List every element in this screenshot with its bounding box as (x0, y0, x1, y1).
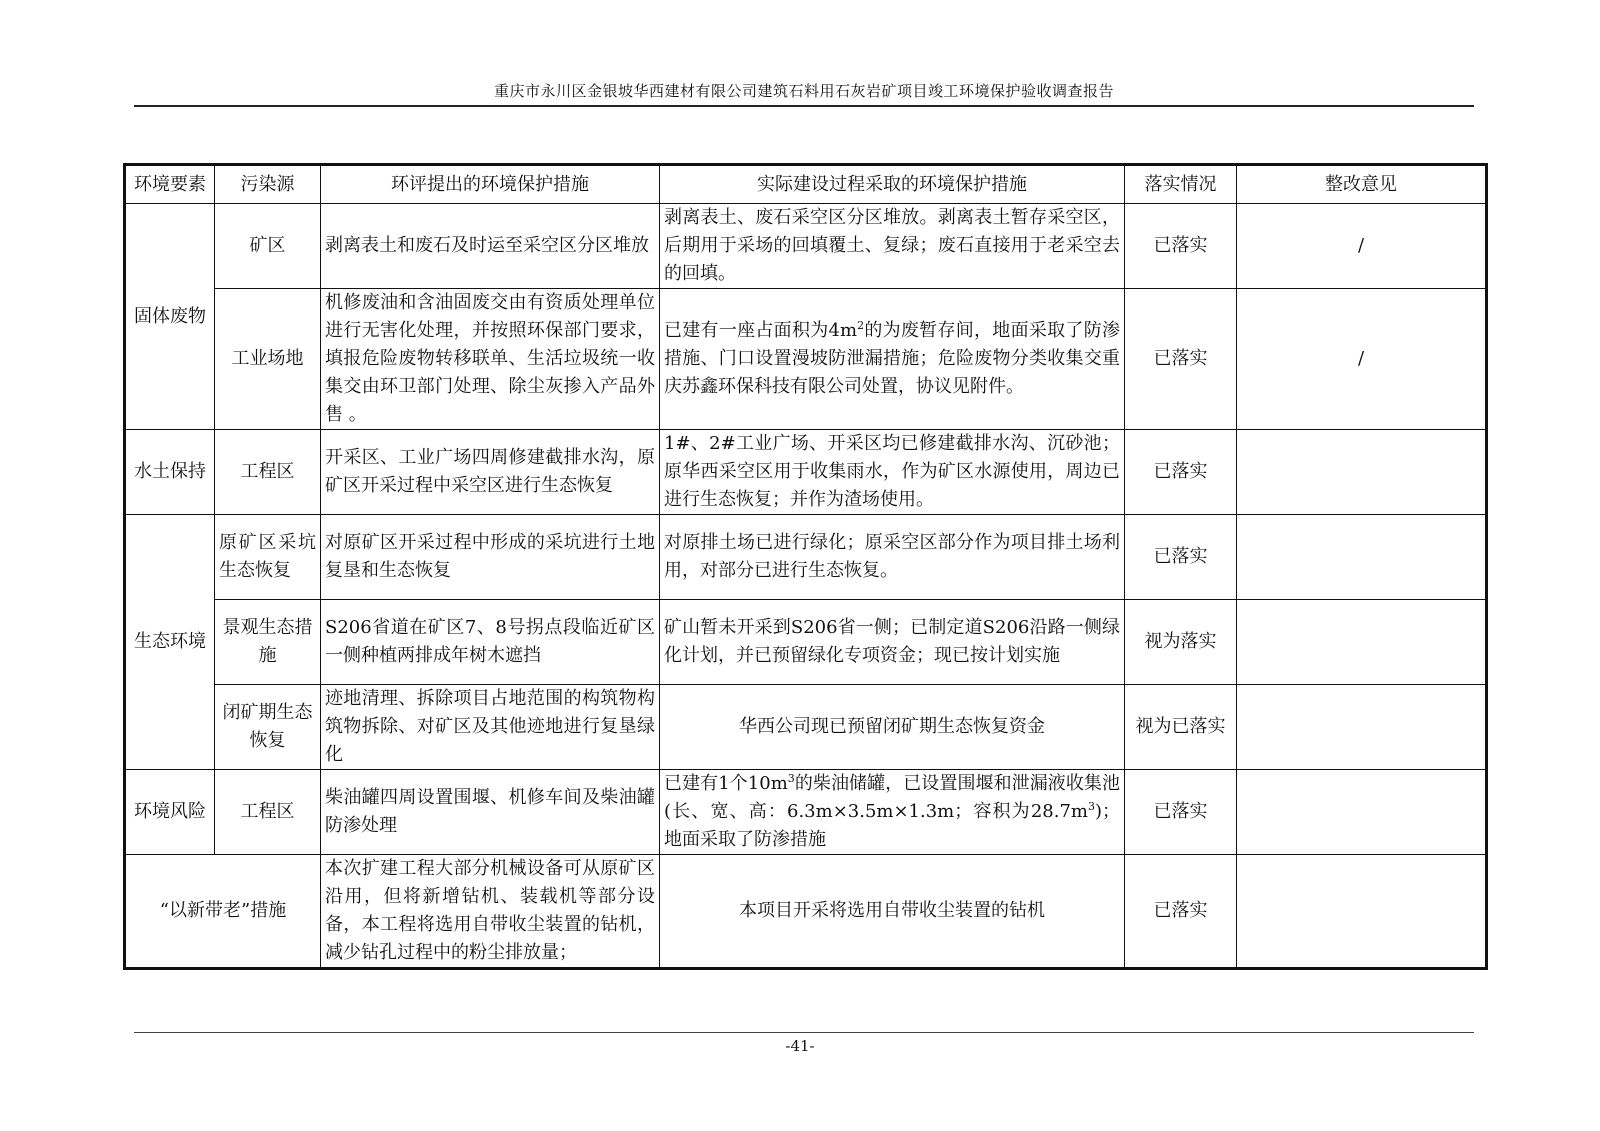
advice-cell (1237, 430, 1487, 515)
actual-text-part: 的为废暂存间，地面采取了防渗措施、门口设置漫坡防泄漏措施；危险废物分类收集交重庆苏鑫环保科技有限公司处置，协议见附件。 (664, 320, 1120, 397)
advice-cell (1237, 600, 1487, 685)
header-actual-measures: 实际建设过程采取的环境保护措施 (660, 165, 1125, 204)
superscript: 2 (857, 319, 865, 332)
status-cell: 已落实 (1125, 770, 1237, 855)
superscript: 3 (787, 772, 795, 785)
header-advice: 整改意见 (1237, 165, 1487, 204)
table-row (125, 685, 1487, 770)
actual-cell: 华西公司现已预留闭矿期生态恢复资金 (660, 685, 1125, 770)
eia-cell: 对原矿区开采过程中形成的采坑进行土地复垦和生态恢复 (321, 515, 660, 600)
table-row (125, 204, 1487, 289)
group-cell: “以新带老”措施 (125, 855, 321, 969)
header-status: 落实情况 (1125, 165, 1237, 204)
table-row (125, 600, 1487, 685)
source-cell: 工程区 (215, 430, 321, 515)
status-cell: 已落实 (1125, 855, 1237, 969)
source-cell: 工程区 (215, 770, 321, 855)
group-cell: 环境风险 (125, 770, 215, 855)
actual-cell: 对原排土场已进行绿化；原采空区部分作为项目排土场利用，对部分已进行生态恢复。 (660, 515, 1125, 600)
group-cell: 生态环境 (125, 515, 215, 770)
source-cell: 原矿区采坑生态恢复 (215, 515, 321, 600)
actual-text-part: 已建有一座占面积为4m (664, 320, 858, 341)
eia-cell: 剥离表土和废石及时运至采空区分区堆放 (321, 204, 660, 289)
actual-cell (660, 289, 1125, 430)
eia-cell: 开采区、工业广场四周修建截排水沟，原矿区开采过程中采空区进行生态恢复 (321, 430, 660, 515)
actual-text-part: 的柴油储罐，已设置围堰和泄漏液收集池(长、宽、高：6.3m×3.5m×1.3m；容积为28.7m (664, 773, 1120, 822)
status-cell: 视为落实 (1125, 600, 1237, 685)
footer-rule (134, 1032, 1474, 1033)
table-row (125, 770, 1487, 855)
advice-cell: / (1237, 204, 1487, 289)
actual-text-part: )；地面采取了防渗措施 (664, 801, 1120, 850)
status-cell: 已落实 (1125, 289, 1237, 430)
actual-cell: 本项目开采将选用自带收尘装置的钻机 (660, 855, 1125, 969)
advice-cell: / (1237, 289, 1487, 430)
header-source: 污染源 (215, 165, 321, 204)
actual-text-part: 已建有1个10m (664, 773, 788, 794)
table-row (125, 430, 1487, 515)
source-cell: 矿区 (215, 204, 321, 289)
eia-cell: 柴油罐四周设置围堰、机修车间及柴油罐防渗处理 (321, 770, 660, 855)
header-element: 环境要素 (125, 165, 215, 204)
eia-cell: 机修废油和含油固废交由有资质处理单位进行无害化处理，并按照环保部门要求，填报危险废物转移联单、生活垃圾统一收集交由环卫部门处理、除尘灰掺入产品外售 。 (321, 289, 660, 430)
source-cell: 景观生态措施 (215, 600, 321, 685)
header-eia-measures: 环评提出的环境保护措施 (321, 165, 660, 204)
status-cell: 视为已落实 (1125, 685, 1237, 770)
table-row (125, 515, 1487, 600)
eia-cell: 迹地清理、拆除项目占地范围的构筑物构筑物拆除、对矿区及其他迹地进行复垦绿化 (321, 685, 660, 770)
status-cell: 已落实 (1125, 204, 1237, 289)
report-title: 重庆市永川区金银坡华西建材有限公司建筑石料用石灰岩矿项目竣工环境保护验收调查报告 (493, 82, 1114, 100)
status-cell: 已落实 (1125, 515, 1237, 600)
advice-cell (1237, 855, 1487, 969)
status-cell: 已落实 (1125, 430, 1237, 515)
measures-table (123, 163, 1488, 970)
advice-cell (1237, 770, 1487, 855)
advice-cell (1237, 685, 1487, 770)
actual-cell: 1#、2#工业广场、开采区均已修建截排水沟、沉砂池；原华西采空区用于收集雨水，作为矿区水源使用，周边已进行生态恢复；并作为渣场使用。 (660, 430, 1125, 515)
table-row (125, 289, 1487, 430)
group-cell: 固体废物 (125, 204, 215, 430)
eia-cell: S206省道在矿区7、8号拐点段临近矿区一侧种植两排成年树木遮挡 (321, 600, 660, 685)
source-cell: 闭矿期生态恢复 (215, 685, 321, 770)
table-header-row (125, 165, 1487, 204)
actual-cell (660, 770, 1125, 855)
group-cell: 水土保持 (125, 430, 215, 515)
eia-cell: 本次扩建工程大部分机械设备可从原矿区沿用，但将新增钻机、装载机等部分设备，本工程将选用自带收尘装置的钻机，减少钻孔过程中的粉尘排放量； (321, 855, 660, 969)
page-number: -41- (785, 1037, 815, 1055)
table-row (125, 855, 1487, 969)
superscript: 3 (1087, 800, 1095, 813)
advice-cell (1237, 515, 1487, 600)
source-cell: 工业场地 (215, 289, 321, 430)
actual-cell: 剥离表土、废石采空区分区堆放。剥离表土暂存采空区，后期用于采场的回填覆土、复绿；废石直接用于老采空去的回填。 (660, 204, 1125, 289)
header-rule (134, 105, 1474, 107)
actual-cell: 矿山暂未开采到S206省一侧；已制定道S206沿路一侧绿化计划，并已预留绿化专项资金；现已按计划实施 (660, 600, 1125, 685)
